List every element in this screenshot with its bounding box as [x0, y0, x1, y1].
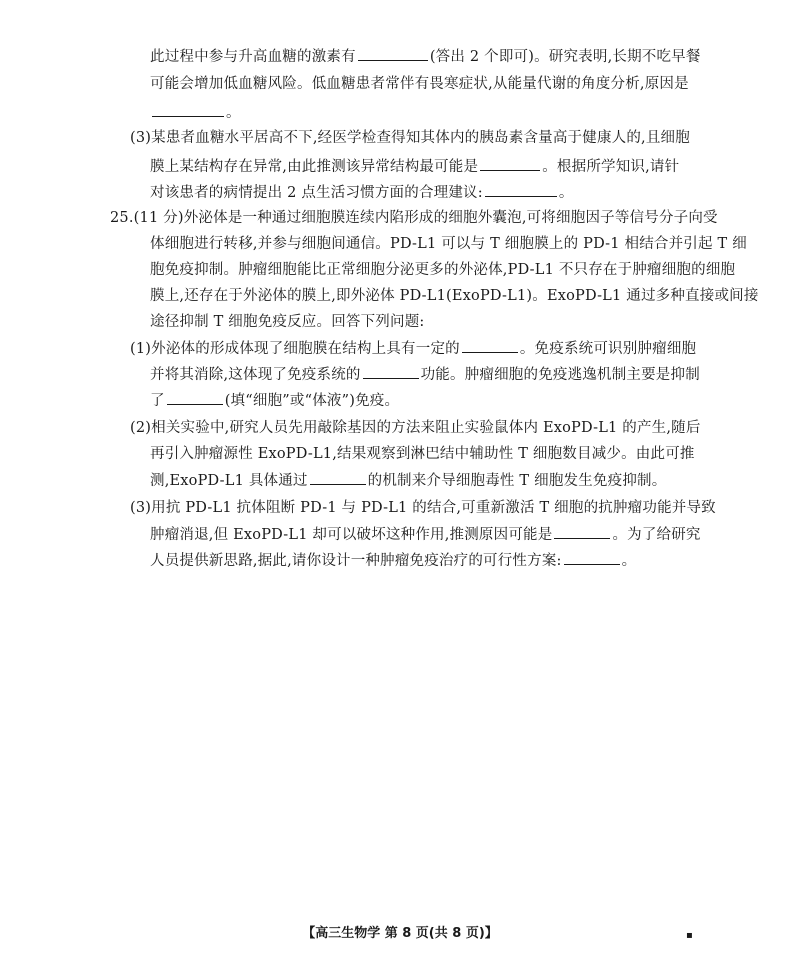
text-segment: 。 — [226, 105, 241, 121]
text-segment: 肿瘤消退,但 ExoPD-L1 却可以破坏这种作用,推测原因可能是 — [150, 527, 553, 543]
text-segment: 。 — [621, 553, 637, 569]
answer-blank[interactable] — [485, 182, 557, 197]
text-segment: 测,ExoPD-L1 具体通过 — [150, 473, 308, 489]
answer-blank[interactable] — [358, 46, 428, 61]
text-segment: 此过程中参与升高血糖的激素有 — [150, 49, 356, 65]
text-line: 体细胞进行转移,并参与细胞间通信。PD-L1 可以与 T 细胞膜上的 PD-1 相结合并引起 T 细 — [150, 236, 747, 252]
text-line — [150, 390, 399, 411]
text-line — [150, 182, 574, 203]
text-segment: 了 — [150, 393, 165, 409]
text-segment: 。 — [558, 185, 574, 201]
answer-blank[interactable] — [152, 102, 224, 117]
text-line: 胞免疫抑制。肿瘤细胞能比正常细胞分泌更多的外泌体,PD-L1 不只存在于肿瘤细胞的细胞 — [150, 262, 736, 278]
text-segment: 。为了给研究 — [612, 527, 701, 543]
text-line — [150, 46, 701, 67]
question-25-stem: 25.(11 分)外泌体是一种通过细胞膜连续内陷形成的细胞外囊泡,可将细胞因子等信号分子向受 — [110, 210, 718, 226]
text-line: 再引入肿瘤源性 ExoPD-L1,结果观察到淋巴结中辅助性 T 细胞数目减少。由此可推 — [150, 446, 695, 462]
text-segment: 人员提供新思路,据此,请你设计一种肿瘤免疫治疗的可行性方案: — [150, 553, 562, 569]
answer-blank[interactable] — [363, 364, 419, 379]
corner-mark: ▪ — [686, 930, 693, 941]
text-segment: 功能。肿瘤细胞的免疫逃逸机制主要是抑制 — [420, 367, 700, 383]
text-line: 膜上,还存在于外泌体的膜上,即外泌体 PD-L1(ExoPD-L1)。ExoPD-L1 通过多种直接或间接 — [150, 288, 759, 304]
text-segment: 。根据所学知识,请针 — [542, 159, 680, 175]
text-line: (3)某患者血糖水平居高不下,经医学检查得知其体内的胰岛素含量高于健康人的,且细胞 — [130, 130, 690, 146]
answer-blank[interactable] — [310, 470, 366, 485]
text-line — [150, 102, 241, 123]
text-line — [150, 470, 666, 491]
answer-blank[interactable] — [564, 550, 620, 565]
text-segment: 的机制来介导细胞毒性 T 细胞发生免疫抑制。 — [367, 473, 667, 489]
text-line — [150, 156, 679, 177]
text-segment: 并将其消除,这体现了免疫系统的 — [150, 367, 361, 383]
text-line — [150, 550, 636, 571]
answer-blank[interactable] — [167, 390, 223, 405]
text-segment: (1)外泌体的形成体现了细胞膜在结构上具有一定的 — [130, 341, 460, 357]
answer-blank[interactable] — [462, 338, 518, 353]
text-line: (3)用抗 PD-L1 抗体阻断 PD-1 与 PD-L1 的结合,可重新激活 T 细胞的抗肿瘤功能并导致 — [130, 500, 716, 516]
text-segment: (答出 2 个即可)。研究表明,长期不吃早餐 — [429, 49, 701, 65]
text-line: 可能会增加低血糖风险。低血糖患者常伴有畏寒症状,从能量代谢的角度分析,原因是 — [150, 76, 689, 92]
text-line — [150, 364, 700, 385]
text-line — [150, 524, 701, 545]
text-line: 途径抑制 T 细胞免疫反应。回答下列问题: — [150, 314, 425, 330]
text-segment: 膜上某结构存在异常,由此推测该异常结构最可能是 — [150, 159, 479, 175]
text-segment: 对该患者的病情提出 2 点生活习惯方面的合理建议: — [150, 185, 483, 201]
text-line: (2)相关实验中,研究人员先用敲除基因的方法来阻止实验鼠体内 ExoPD-L1 的产生,随后 — [130, 420, 701, 436]
text-segment: (填“细胞”或“体液”)免疫。 — [224, 393, 400, 409]
answer-blank[interactable] — [554, 524, 610, 539]
text-line — [130, 338, 696, 359]
answer-blank[interactable] — [480, 156, 540, 171]
page-footer: 【高三生物学 第 8 页(共 8 页)】 — [302, 926, 498, 941]
text-segment: 。免疫系统可识别肿瘤细胞 — [519, 341, 697, 357]
